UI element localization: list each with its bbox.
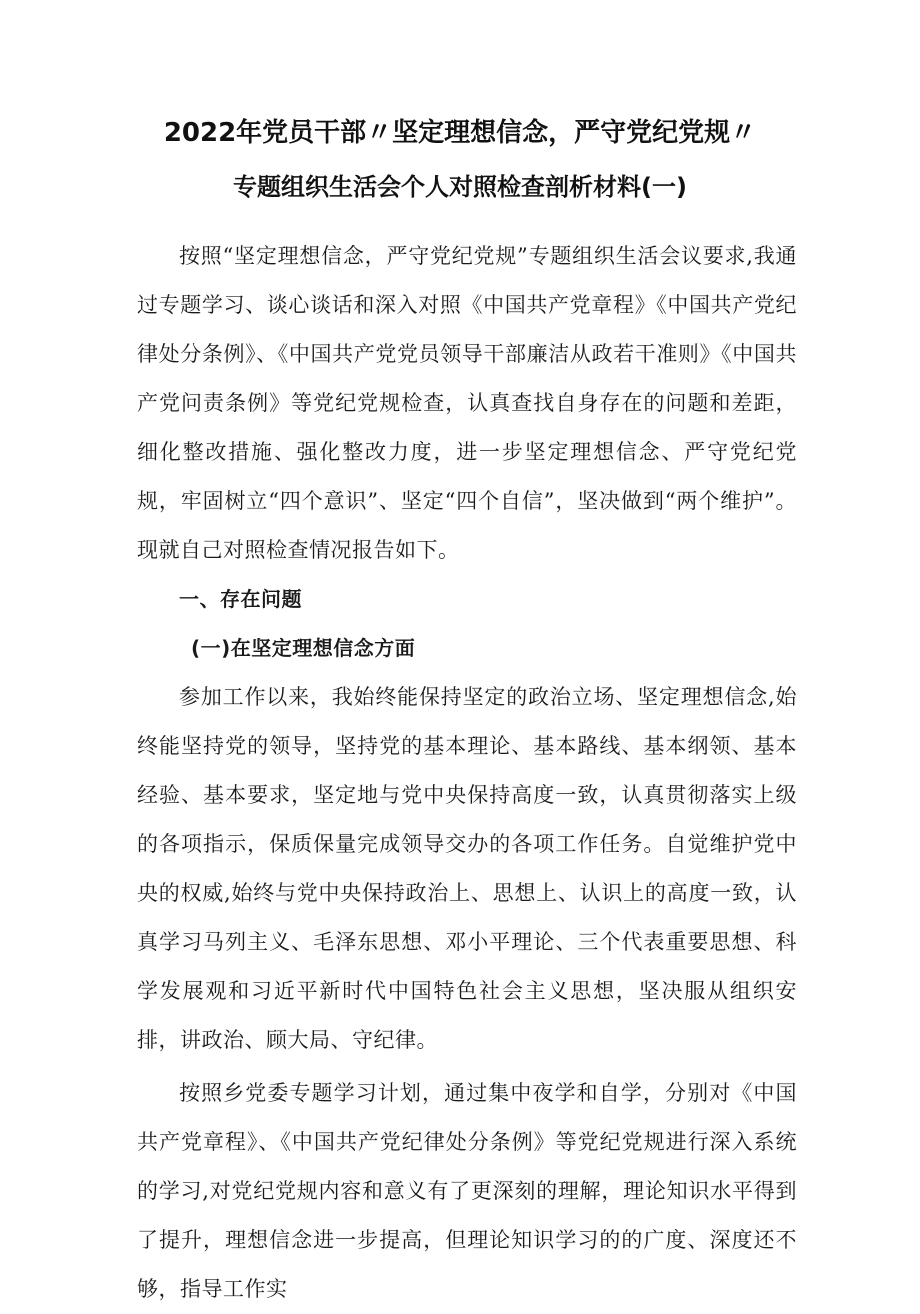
section-heading-problems: 一、存在问题 [179, 587, 302, 611]
subsection-heading-ideals: (一)在坚定理想信念方面 [191, 636, 416, 660]
title-line-2: 专题组织生活会个人对照检查剖析材料(一) [233, 173, 687, 201]
body-paragraph-3: 按照乡党委专题学习计划，通过集中夜学和自学，分别对《中国共产党章程》、《中国共产党纪律处分条例》等党纪党规进行深入系统的学习,对党纪党规内容和意义有了更深刻的理解，理论知识水平得到了提升，理想信念进一步提高，但理论知识学习的的广度、深度还不够，指导工作实 [137, 1081, 797, 1301]
body-paragraph-2: 参加工作以来，我始终能保持坚定的政治立场、坚定理想信念,始终能坚持党的领导，坚持党的基本理论、基本路线、基本纲领、基本经验、基本要求，坚定地与党中央保持高度一致，认真贯彻落实上级的各项指示，保质保量完成领导交办的各项工作任务。自觉维护党中央的权威,始终与党中央保持政治上、思想上、认识上的高度一致，认真学习马列主义、毛泽东思想、邓小平理论、三个代表重要思想、科学发展观和习近平新时代中国特色社会主义思想，坚决服从组织安排，讲政治、顾大局、守纪律。 [137, 685, 797, 1052]
intro-paragraph: 按照“坚定理想信念，严守党纪党规”专题组织生活会议要求,我通过专题学习、谈心谈话和深入对照《中国共产党章程》《中国共产党纪律处分条例》、《中国共产党党员领导干部廉洁从政若干准则》《中国共产党问责条例》等党纪党规检查，认真查找自身存在的问题和差距，细化整改措施、强化整改力度，进一步坚定理想信念、严守党纪党规，牢固树立“四个意识”、坚定“四个自信”，坚决做到“两个维护”。现就自己对照检查情况报告如下。 [137, 244, 797, 562]
document-title [120, 110, 800, 210]
title-line-1: 2022年党员干部〃坚定理想信念，严守党纪党规〃 [163, 118, 757, 148]
document-body [137, 232, 797, 1314]
